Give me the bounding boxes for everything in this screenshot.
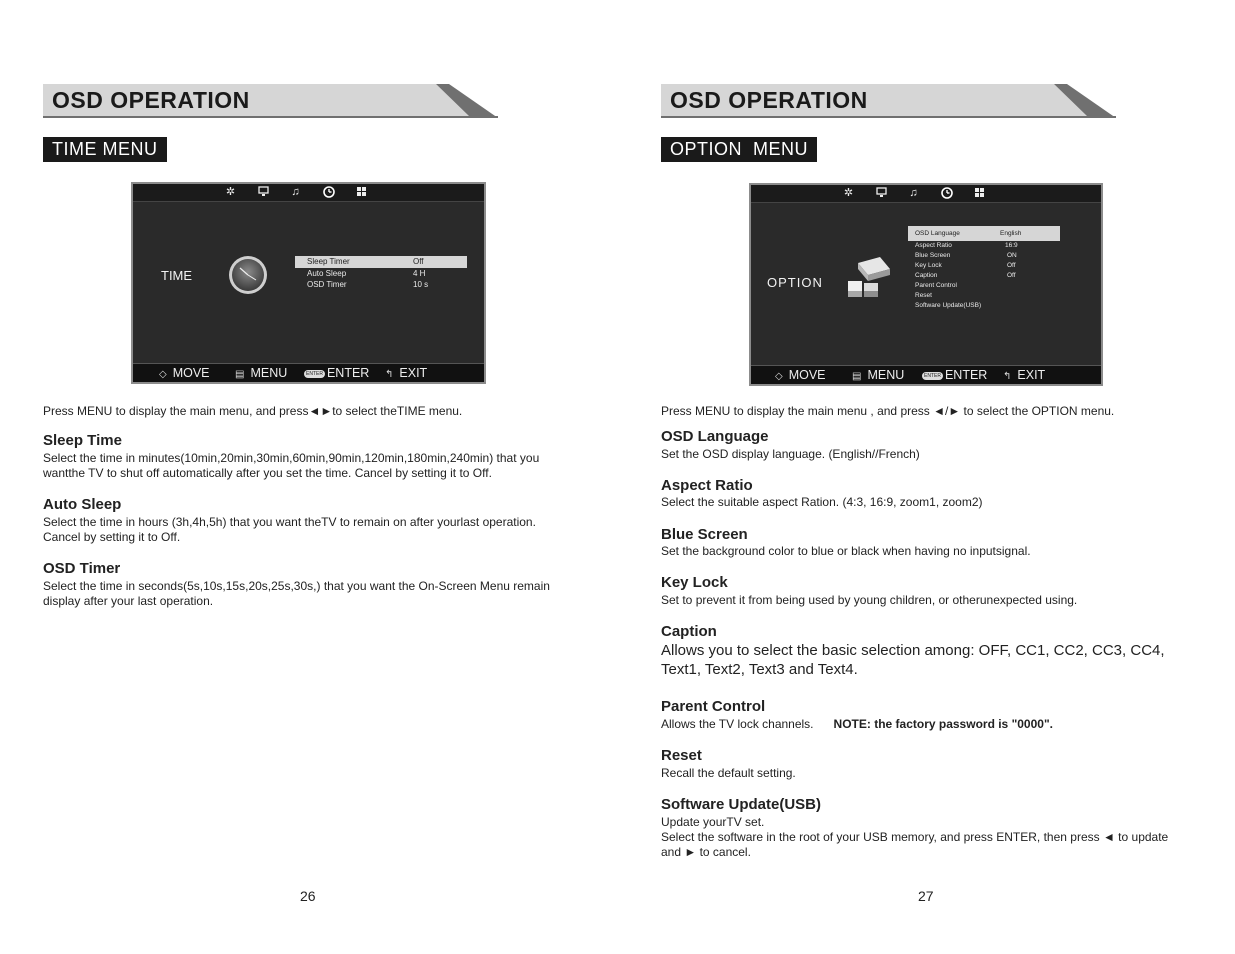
option-icon (973, 187, 986, 200)
heading-blue-screen: Blue Screen (661, 526, 748, 543)
page-26 (0, 0, 617, 954)
osd-tab-bar (751, 185, 1101, 203)
osd-item-key-lock[interactable]: Key Lock Off (915, 262, 1016, 269)
body-reset: Recall the default setting. (661, 766, 796, 780)
footer-menu: ▤ MENU (235, 365, 287, 383)
clock-icon (322, 186, 335, 199)
heading-osd-language: OSD Language (661, 428, 769, 445)
osd-item-caption[interactable]: Caption Off (915, 272, 1016, 279)
osd-footer (751, 365, 1101, 384)
body-aspect-ratio: Select the suitable aspect Ration. (4:3, 16:9, zoom1, zoom2) (661, 495, 983, 509)
enter-badge: ENTER (924, 372, 941, 379)
osd-item-osd-timer[interactable]: OSD Timer 10 s (307, 280, 429, 289)
section-tag: OPTION MENU (661, 137, 817, 162)
settings-icon: ✲ (843, 187, 854, 199)
osd-menu-name: OPTION (767, 275, 823, 290)
sound-icon: ♫ (291, 186, 300, 198)
heading-osd-timer: OSD Timer (43, 560, 121, 577)
page-number: 27 (918, 888, 934, 904)
move-icon: ◇ (775, 371, 783, 382)
footer-move: ◇ MOVE (775, 367, 826, 385)
enter-badge: ENTER (306, 370, 323, 377)
exit-icon: ↰ (1003, 371, 1012, 382)
option-icon (355, 186, 368, 199)
heading-key-lock: Key Lock (661, 574, 728, 591)
osd-item-auto-sleep[interactable]: Auto Sleep 4 H (307, 268, 426, 278)
osd-screenshot (749, 183, 1103, 386)
intro-text: Press MENU to display the main menu, and press◄►to select theTIME menu. (43, 404, 463, 418)
heading-auto-sleep: Auto Sleep (43, 496, 122, 513)
osd-item-software-update[interactable]: Software Update(USB) (915, 302, 982, 309)
footer-exit: ↰ EXIT (385, 365, 427, 383)
osd-item-list (295, 256, 467, 291)
body-osd-language: Set the OSD display language. (English//French) (661, 447, 920, 461)
osd-item-parent-control[interactable]: Parent Control (915, 282, 957, 289)
body-auto-sleep: Select the time in hours (3h,4h,5h) that you want theTV to remain on after yourlast operation. Cancel by setting it to Off. (43, 515, 536, 544)
banner-title: OSD OPERATION (52, 87, 250, 113)
menu-icon: ▤ (235, 369, 245, 380)
osd-item-aspect-ratio[interactable]: Aspect Ratio 16:9 (915, 242, 1018, 249)
heading-caption: Caption (661, 623, 717, 640)
body-sleep-time: Select the time in minutes(10min,20min,30min,60min,90min,120min,180min,240min) that you wantthe TV to shut off automatically after you set the time. Cancel by setting it to Off. (43, 451, 540, 480)
osd-item-blue-screen[interactable]: Blue Screen ON (915, 252, 1017, 259)
osd-item-reset[interactable]: Reset (915, 292, 932, 299)
osd-screenshot (131, 182, 486, 384)
heading-aspect-ratio: Aspect Ratio (661, 477, 753, 494)
body-parent-control: Allows the TV lock channels. NOTE: the factory password is "0000". (661, 717, 1053, 731)
page-number: 26 (300, 888, 316, 904)
section-banner (661, 84, 1116, 118)
osd-tab-bar (133, 184, 484, 202)
sound-icon: ♫ (909, 187, 918, 199)
clock-illustration-icon (228, 255, 268, 295)
body-software-update: Update yourTV set. Select the software in the root of your USB memory, and press ENTER, then press ◄ to update and ► to cancel. (661, 815, 1169, 859)
footer-menu: ▤ MENU (852, 367, 904, 385)
osd-item-list (908, 226, 1060, 311)
body-blue-screen: Set the background color to blue or black when having no inputsignal. (661, 544, 1031, 558)
banner-title: OSD OPERATION (670, 87, 868, 113)
footer-exit: ↰ EXIT (1003, 367, 1045, 385)
exit-icon: ↰ (385, 369, 394, 380)
osd-item-sleep-timer[interactable]: Sleep Timer Off (295, 256, 467, 268)
heading-sleep-time: Sleep Time (43, 432, 122, 449)
body-caption: Allows you to select the basic selection among: OFF, CC1, CC2, CC3, CC4, Text1, Text2, Text3 and Text4. (661, 642, 1165, 678)
menu-icon: ▤ (852, 371, 862, 382)
picture-icon (257, 186, 270, 199)
body-osd-timer: Select the time in seconds(5s,10s,15s,20s,25s,30s,) that you want the On-Screen Menu remain display after your last operation. (43, 579, 550, 608)
osd-item-osd-language[interactable]: OSD Language English (908, 226, 1060, 241)
heading-parent-control: Parent Control (661, 698, 766, 715)
picture-icon (875, 187, 888, 200)
heading-software-update: Software Update(USB) (661, 796, 822, 813)
option-blocks-illustration-icon (844, 255, 892, 300)
section-banner (43, 84, 498, 118)
osd-footer (133, 363, 484, 382)
body-key-lock: Set to prevent it from being used by young children, or otherunexpected using. (661, 593, 1078, 607)
page-27 (618, 0, 1235, 954)
settings-icon: ✲ (225, 186, 236, 198)
footer-move: ◇ MOVE (159, 365, 210, 383)
section-tag: TIME MENU (43, 137, 167, 162)
password-note: NOTE: the factory password is "0000". (833, 717, 1053, 731)
clock-icon (940, 187, 953, 200)
heading-reset: Reset (661, 747, 702, 764)
intro-text: Press MENU to display the main menu , and press ◄/► to select the OPTION menu. (661, 404, 1115, 418)
footer-enter: ENTER ENTER (306, 366, 370, 380)
footer-enter: ENTER ENTER (924, 368, 988, 382)
osd-menu-name: TIME (161, 268, 193, 283)
move-icon: ◇ (159, 369, 167, 380)
